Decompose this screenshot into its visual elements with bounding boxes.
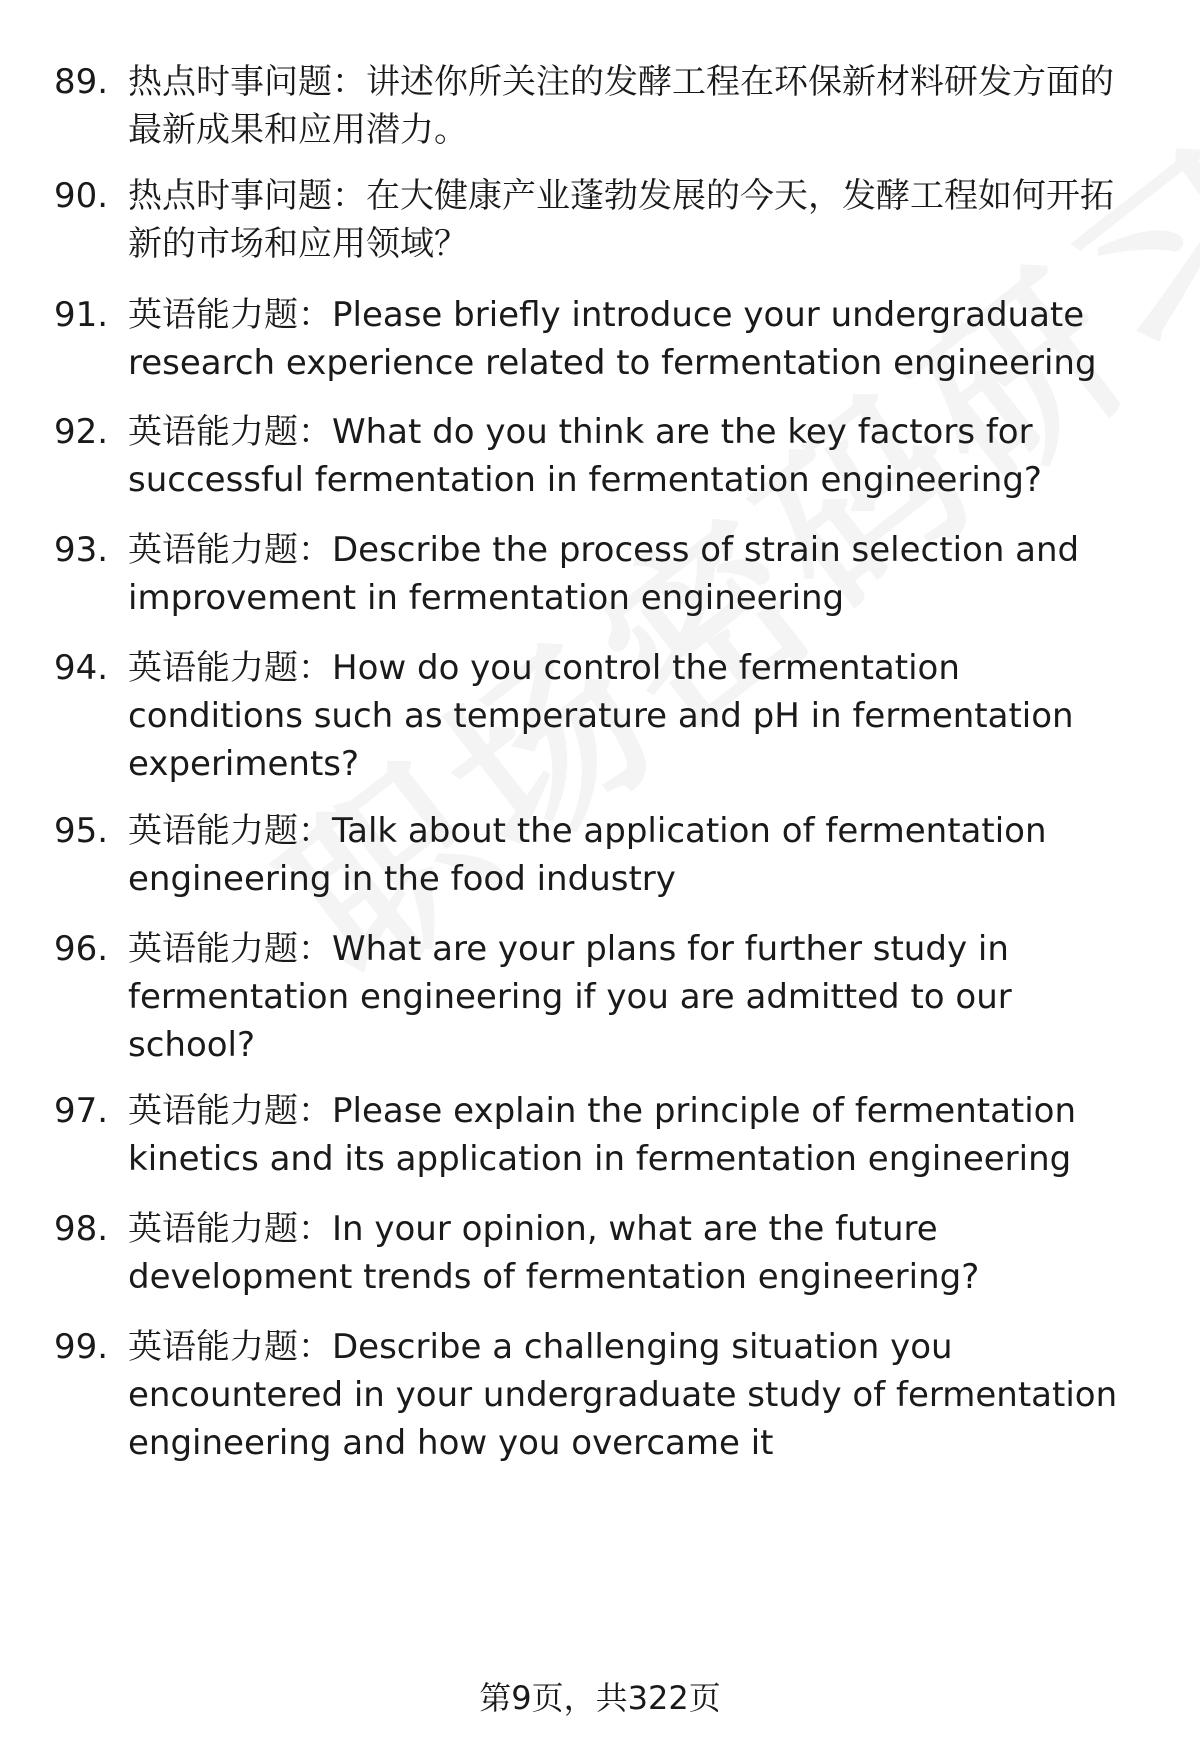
question-number: 99.: [54, 1327, 109, 1367]
question-number: 90.: [54, 176, 109, 216]
question-number: 91.: [54, 295, 109, 335]
question-text: 英语能力题：Please explain the principle of fermentation kinetics and its application in fermentation engineering: [128, 1091, 1077, 1179]
question-text: 英语能力题：Talk about the application of fermentation engineering in the food industry: [128, 811, 1047, 899]
question-number: 95.: [54, 811, 109, 851]
question-number: 97.: [54, 1091, 109, 1131]
question-text: 英语能力题：What do you think are the key factors for successful fermentation in fermentation engineering?: [128, 412, 1042, 500]
question-text: 英语能力题：Describe the process of strain selection and improvement in fermentation engineering: [128, 530, 1080, 618]
question-number: 89.: [54, 62, 109, 102]
question-text: 英语能力题：Describe a challenging situation you encountered in your undergraduate study of fermentation engineering and how you overcame it: [128, 1327, 1118, 1463]
question-text: 英语能力题：What are your plans for further study in fermentation engineering if you are admitted to our school?: [128, 929, 1012, 1065]
page-number-footer: 第9页，共322页: [479, 1679, 721, 1717]
question-text: 热点时事问题：讲述你所关注的发酵工程在环保新材料研发方面的最新成果和应用潜力。: [128, 62, 1114, 150]
question-number: 93.: [54, 530, 109, 570]
question-text: 英语能力题：How do you control the fermentation conditions such as temperature and pH in fermentation experiments?: [128, 648, 1074, 784]
question-number: 92.: [54, 412, 109, 452]
question-number: 96.: [54, 929, 109, 969]
question-text: 英语能力题：In your opinion, what are the future development trends of fermentation engineering?: [128, 1209, 980, 1297]
question-number: 94.: [54, 648, 109, 688]
question-number: 98.: [54, 1209, 109, 1249]
question-text: 英语能力题：Please briefly introduce your undergraduate research experience related to fermentation engineering: [128, 295, 1097, 383]
question-text: 热点时事问题：在大健康产业蓬勃发展的今天，发酵工程如何开拓新的市场和应用领域？: [128, 176, 1114, 264]
